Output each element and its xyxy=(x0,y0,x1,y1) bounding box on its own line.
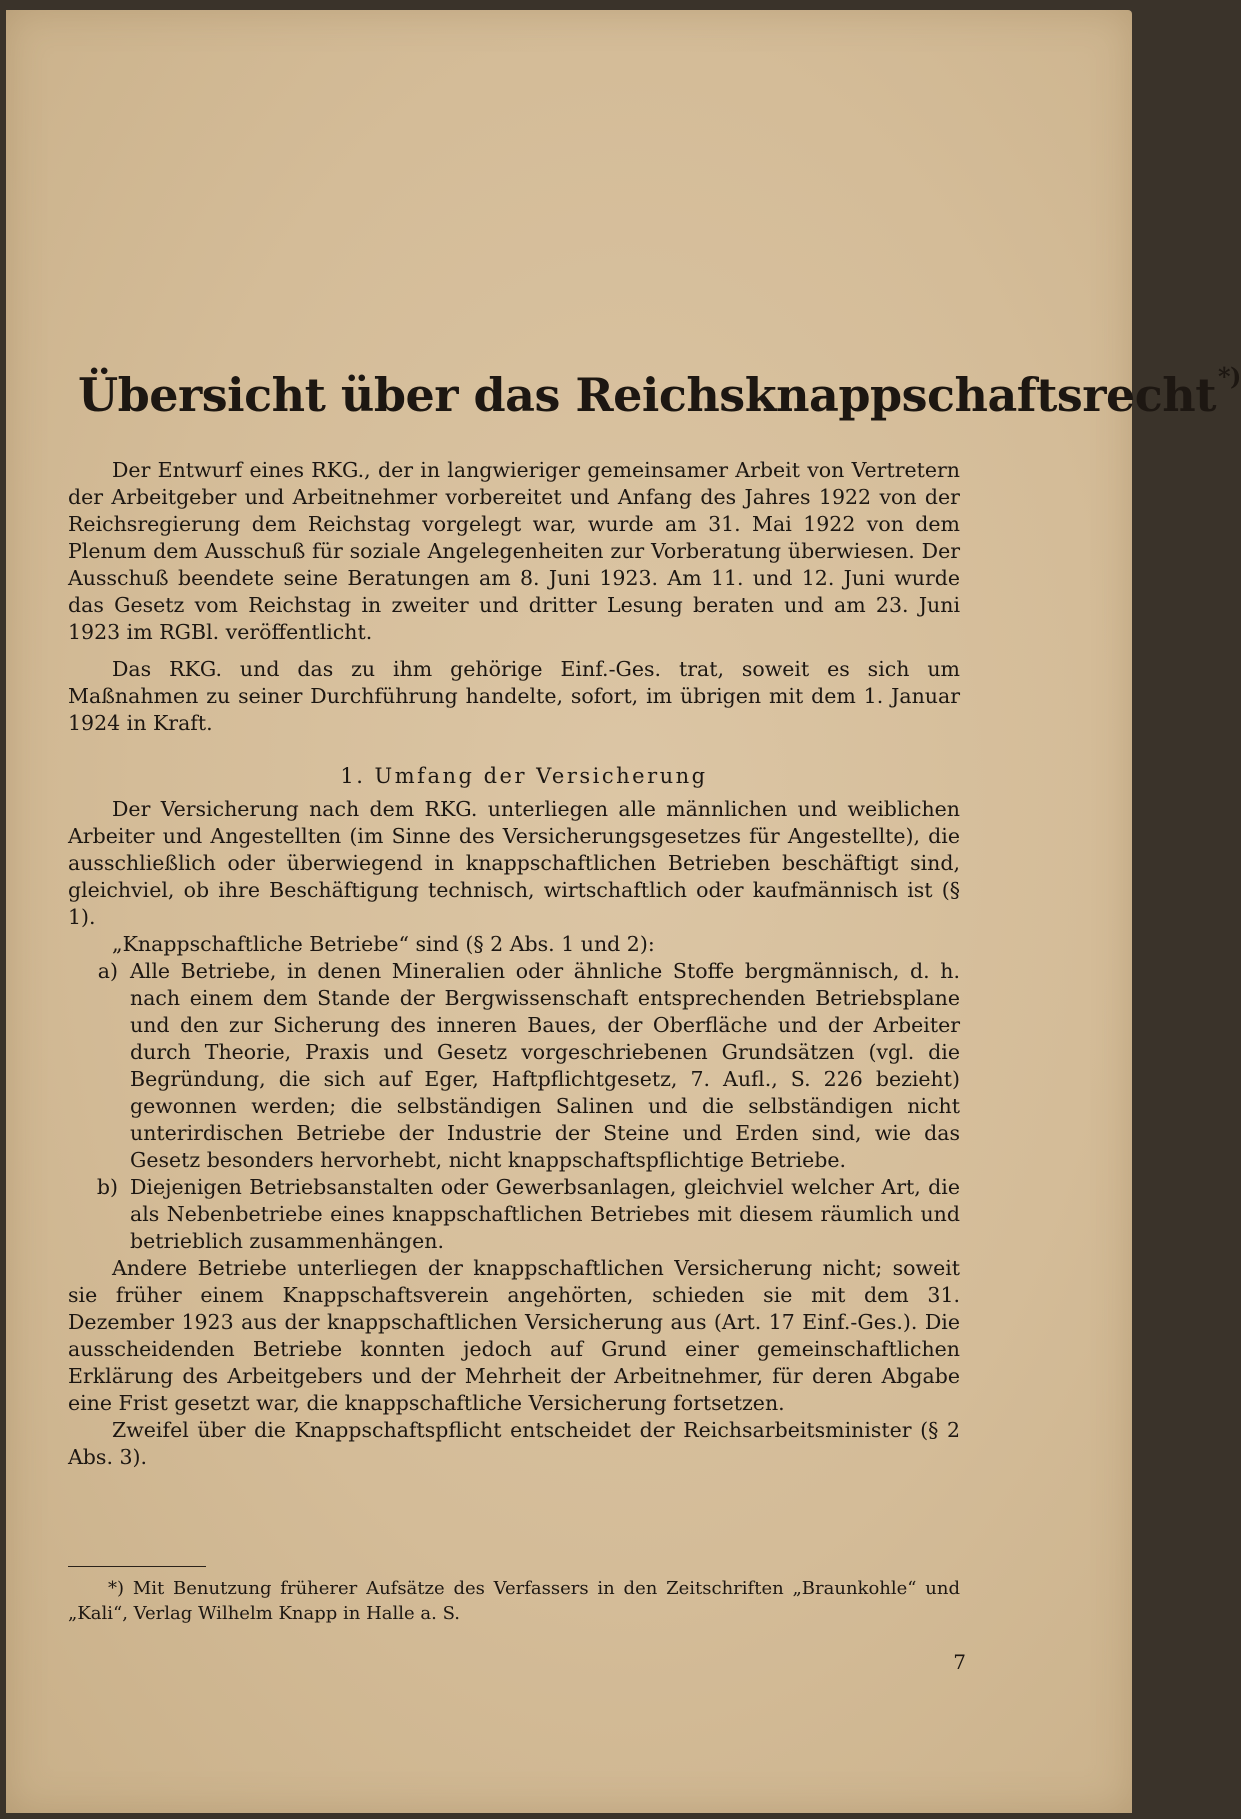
title-text: Übersicht über das Reichsknappschaftsrecht xyxy=(78,368,1216,422)
paragraph-closing-2: Zweifel über die Knappschaftspflicht entscheidet der Reichsarbeitsminister (§ 2 Abs. 3). xyxy=(68,1418,960,1469)
list-marker-a: a) xyxy=(97,959,118,983)
list-text-a: Alle Betriebe, in denen Mineralien oder ähnliche Stoffe bergmännisch, d. h. nach einem dem Stande der Bergwissenschaft entsprechenden Betriebsplane und den zur Sicherung des inneren Baues, der Oberfläche und der Arbeiter durch Theorie, Praxis und Gesetz vorgeschriebenen Grundsätzen (vgl. die Begründung, die sich auf Eger, Haftpflichtgesetz, 7. Aufl., S. 226 bezieht) gewonnen werden; die selbständigen Salinen und die selbständigen nicht unterirdischen Betriebe der Industrie der Steine und Erden sind, wie das Gesetz besonders hervorhebt, nicht knappschaftspflichtige Betriebe. xyxy=(130,959,960,1172)
page-number: 7 xyxy=(953,1650,966,1674)
paragraph-closing-1: Andere Betriebe unterliegen der knappschaftlichen Versicherung nicht; soweit sie früher einem Knappschaftsverein angehörten, schieden sie mit dem 31. Dezember 1923 aus der knappschaftlichen Versicherung aus (Art. 17 Einf.-Ges.). Die ausscheidenden Betriebe konnten jedoch auf Grund einer gemeinschaftlichen Erklärung des Arbeitgebers und der Mehrheit der Arbeitnehmer, für deren Abgabe eine Frist gesetzt war, die knappschaftliche Versicherung fortsetzen. xyxy=(68,1256,960,1415)
book-page xyxy=(6,10,1241,1813)
footnote: *) Mit Benutzung früherer Aufsätze des Verfassers in den Zeitschriften „Braunkohle“ und „Kali“, Verlag Wilhelm Knapp in Halle a. S. xyxy=(68,1578,960,1624)
footnote-divider xyxy=(68,1566,206,1567)
section-heading: 1. Umfang der Versicherung xyxy=(340,764,708,788)
page-title xyxy=(78,362,1241,422)
paragraph-section-2: „Knappschaftliche Betriebe“ sind (§ 2 Abs. 1 und 2): xyxy=(112,932,655,956)
list-marker-b: b) xyxy=(96,1175,118,1199)
paragraph-section-1: Der Versicherung nach dem RKG. unterliegen alle männlichen und weiblichen Arbeiter und Angestellten (im Sinne des Versicherungsgesetzes für Angestellte), die ausschließlich oder überwiegend in knappschaftlichen Betrieben beschäftigt sind, gleichviel, ob ihre Beschäftigung technisch, wirtschaftlich oder kaufmännisch ist (§ 1). xyxy=(68,797,960,929)
list-item-a xyxy=(68,958,960,1174)
body-text xyxy=(68,457,960,1471)
paragraph-intro-1: Der Entwurf eines RKG., der in langwieriger gemeinsamer Arbeit von Vertretern der Arbeitgeber und Arbeitnehmer vorbereitet und Anfang des Jahres 1922 von der Reichsregierung dem Reichstag vorgelegt war, wurde am 31. Mai 1922 von dem Plenum dem Ausschuß für soziale Angelegenheiten zur Vorberatung überwiesen. Der Ausschuß beendete seine Beratungen am 8. Juni 1923. Am 11. und 12. Juni wurde das Gesetz vom Reichstag in zweiter und dritter Lesung beraten und am 23. Juni 1923 im RGBl. veröffentlicht. xyxy=(68,458,960,644)
list-text-b: Diejenigen Betriebsanstalten oder Gewerbsanlagen, gleichviel welcher Art, die als Nebenbetriebe eines knappschaftlichen Betriebes mit diesem räumlich und betrieblich zusammenhängen. xyxy=(130,1175,960,1253)
paragraph-intro-2: Das RKG. und das zu ihm gehörige Einf.-Ges. trat, soweit es sich um Maßnahmen zu seiner Durchführung handelte, sofort, im übrigen mit dem 1. Januar 1924 in Kraft. xyxy=(68,657,960,735)
title-footnote-mark: *) xyxy=(1217,362,1241,391)
list-item-b xyxy=(68,1174,960,1255)
